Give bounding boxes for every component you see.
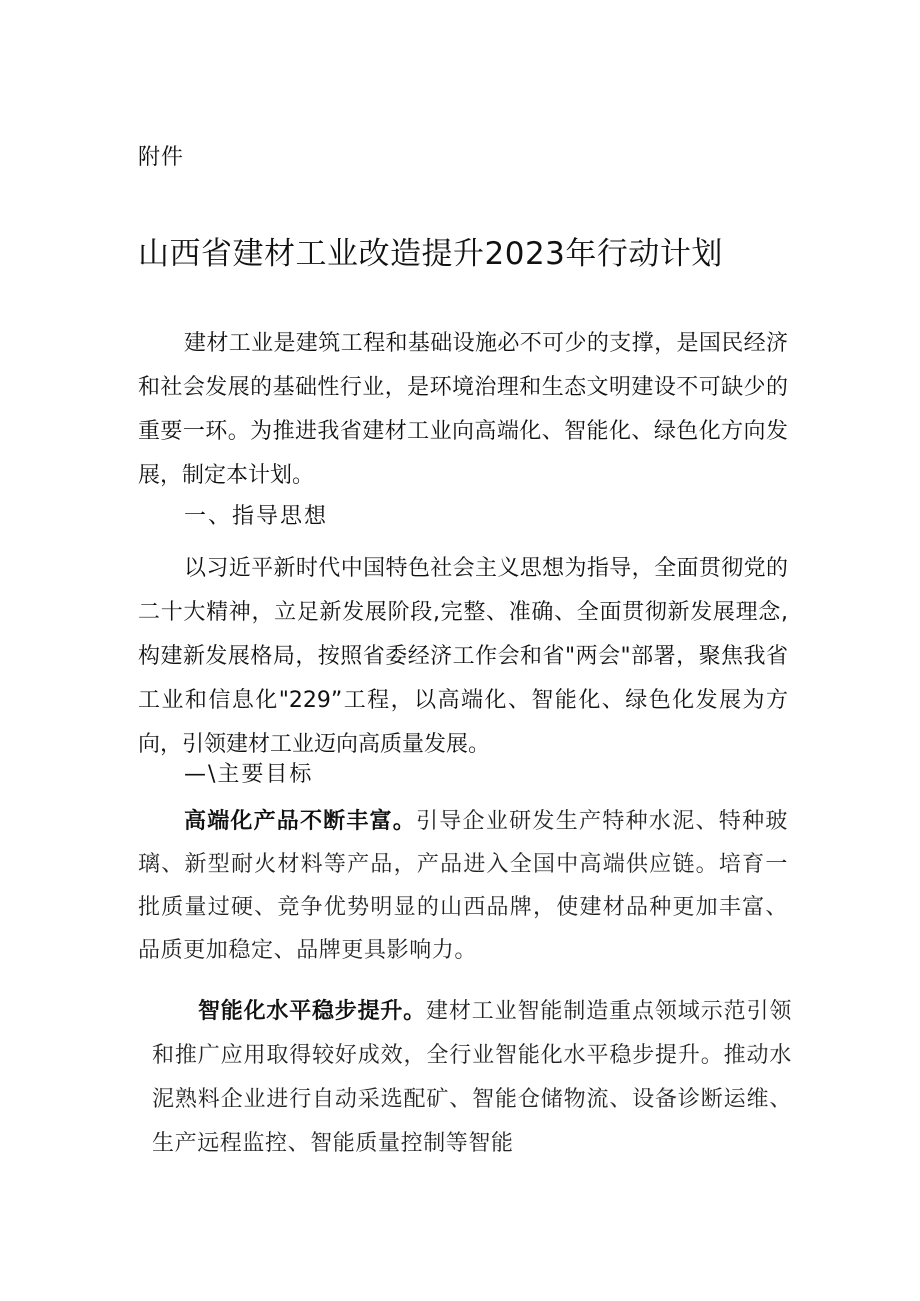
intro-paragraph: 建材工业是建筑工程和基础设施必不可少的支撑，是国民经济和社会发展的基础性行业，是环境治理和生态文明建设不可缺少的重要一环。为推进我省建材工业向高端化、智能化、绿色化方向发展，制定本计划。 <box>138 331 788 488</box>
goal-lead-high-end: 高端化产品不断丰富。 <box>184 809 416 834</box>
guiding-thought-paragraph: 以习近平新时代中国特色社会主义思想为指导，全面贯彻党的二十大精神，立足新发展阶段,完整、准确、全面贯彻新发展理念,构建新发展格局，按照省委经济工作会和省"两会"部署，聚焦我省工业和信息化"229”工程，以高端化、智能化、绿色化发展为方向，引领建材工业迈向高质量发展。 <box>138 556 788 757</box>
section-heading-text: 一、指导思想 <box>184 504 329 529</box>
goal-text-intelligent: 建材工业智能制造重点领域示范引领和推广应用取得较好成效，全行业智能化水平稳步提升。推动水泥熟料企业进行自动采选配矿、智能仓储物流、设备诊断运维、生产远程监控、智能质量控制等智能 <box>152 999 792 1156</box>
goal-paragraph-intelligent <box>152 990 792 1166</box>
section-heading-guiding-thought <box>138 495 738 539</box>
section-heading-main-goals <box>138 753 738 797</box>
goal-lead-intelligent: 智能化水平稳步提升。 <box>198 999 426 1024</box>
goal-text-high-end: 引导企业研发生产特种水泥、特种玻璃、新型耐火材料等产品，产品进入全国中高端供应链。培育一批质量过硬、竞争优势明显的山西品牌，使建材品种更加丰富、品质更加稳定、品牌更具影响力。 <box>138 809 788 963</box>
goal-paragraph-high-end <box>138 800 788 972</box>
document-title: 山西省建材工业改造提升2023年行动计划 <box>138 236 723 272</box>
section-heading-text: —\主要目标 <box>184 762 314 787</box>
attachment-label: 附件 <box>138 145 185 170</box>
